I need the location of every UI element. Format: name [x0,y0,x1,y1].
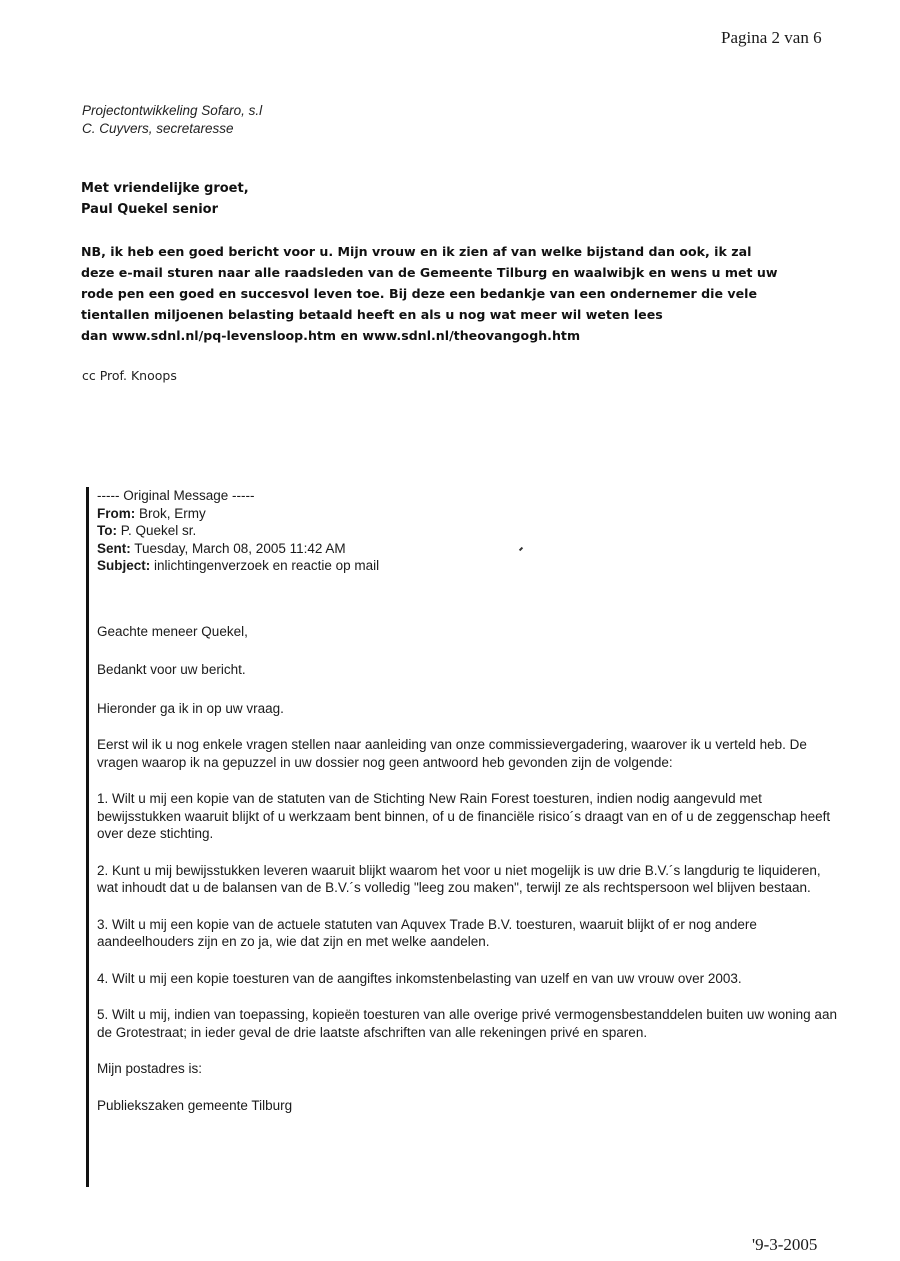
header-from [97,505,849,523]
postal-intro: Mijn postadres is: [97,1061,203,1076]
nb-line: NB, ik heb een goed bericht voor u. Mijn vrouw en ik zien af van welke bijstand dan ook, ik zal [81,244,752,259]
nb-line: rode pen een goed en succesvol leven toe. Bij deze een bedankje van een ondernemer die vele [81,286,757,301]
footer-date: '9-3-2005 [752,1235,818,1254]
to-value: P. Quekel sr. [117,523,197,538]
nb-line: tientallen miljoenen belasting betaald heeft en als u nog wat meer wil weten lees [81,307,663,322]
from-label: From: [97,505,136,521]
question-item: 1. Wilt u mij een kopie van de statuten van de Stichting New Rain Forest toesturen, indien nodig aangevuld met bewijsstukken waaruit blijkt of u werkzaam bent binnen, of u de financiële risico´s draagt van en of u de zeggenschap heeft over deze stichting. [97,791,831,841]
subject-label: Subject: [97,558,151,573]
question-item: 5. Wilt u mij, indien van toepassing, kopieën toesturen van alle overige privé vermogensbestanddelen buiten uw woning aan de Grotestraat; in ieder geval de drie laatste afschriften van alle rekeningen privé en sparen. [97,1007,837,1040]
question-item: 2. Kunt u mij bewijsstukken leveren waaruit blijkt waarom het voor u niet mogelijk is uw drie B.V.´s langdurig te liquideren, wat inhoudt dat u de balansen van de B.V.´s volledig "leeg zou maken", terwijl ze als rechtspersoon wel blijven bestaan. [97,862,821,895]
signature-person: C. Cuyvers, secretaresse [82,121,234,136]
page-number: Pagina 2 van 6 [721,28,822,47]
header-sent [97,540,849,558]
nb-line: deze e-mail sturen naar alle raadsleden van de Gemeente Tilburg en waalwibjk en wens u met uw [81,265,778,280]
header-to [97,522,849,540]
intro-line: Hieronder ga ik in op uw vraag. [97,700,284,716]
header-subject [97,557,849,575]
nb-note [81,241,841,346]
sent-value: Tuesday, March 08, 2005 11:42 AM [130,540,346,556]
questions-intro: Eerst wil ik u nog enkele vragen stellen naar aanleiding van onze commissievergadering, waarover ik u verteld heb. De vragen waarop ik na gepuzzel in uw dossier nog geen antwoord heb gevonden zijn de volgende: [97,737,807,770]
salutation: Geachte meneer Quekel, [97,623,248,639]
subject-value: inlichtingenverzoek en reactie op mail [150,558,380,573]
sent-label: Sent: [97,540,131,556]
thanks-line: Bedankt voor uw bericht. [97,662,246,677]
quoted-original-message [86,487,849,1187]
question-item: 3. Wilt u mij een kopie van de actuele statuten van Aquvex Trade B.V. toesturen, waaruit blijkt of er nog andere aandeelhouders zijn en zo ja, wie dat zijn en met welke aandelen. [97,916,757,949]
signature-company: Projectontwikkeling Sofaro, s.l [82,103,263,118]
to-label: To: [97,523,117,538]
nb-line-links: dan www.sdnl.nl/pq-levensloop.htm en www.sdnl.nl/theovangogh.htm [81,328,581,343]
from-value: Brok, Ermy [135,505,206,521]
forwarded-signature [82,102,262,138]
closing-block [81,178,249,220]
postal-address: Publiekszaken gemeente Tilburg [97,1097,293,1113]
closing-greeting: Met vriendelijke groet, [81,181,249,196]
closing-name: Paul Quekel senior [81,202,219,217]
question-item: 4. Wilt u mij een kopie toesturen van de aangiftes inkomstenbelasting van uzelf en van uw vrouw over 2003. [97,970,742,986]
original-message-separator: ----- Original Message ----- [97,488,255,503]
cc-line: cc Prof. Knoops [82,368,177,383]
